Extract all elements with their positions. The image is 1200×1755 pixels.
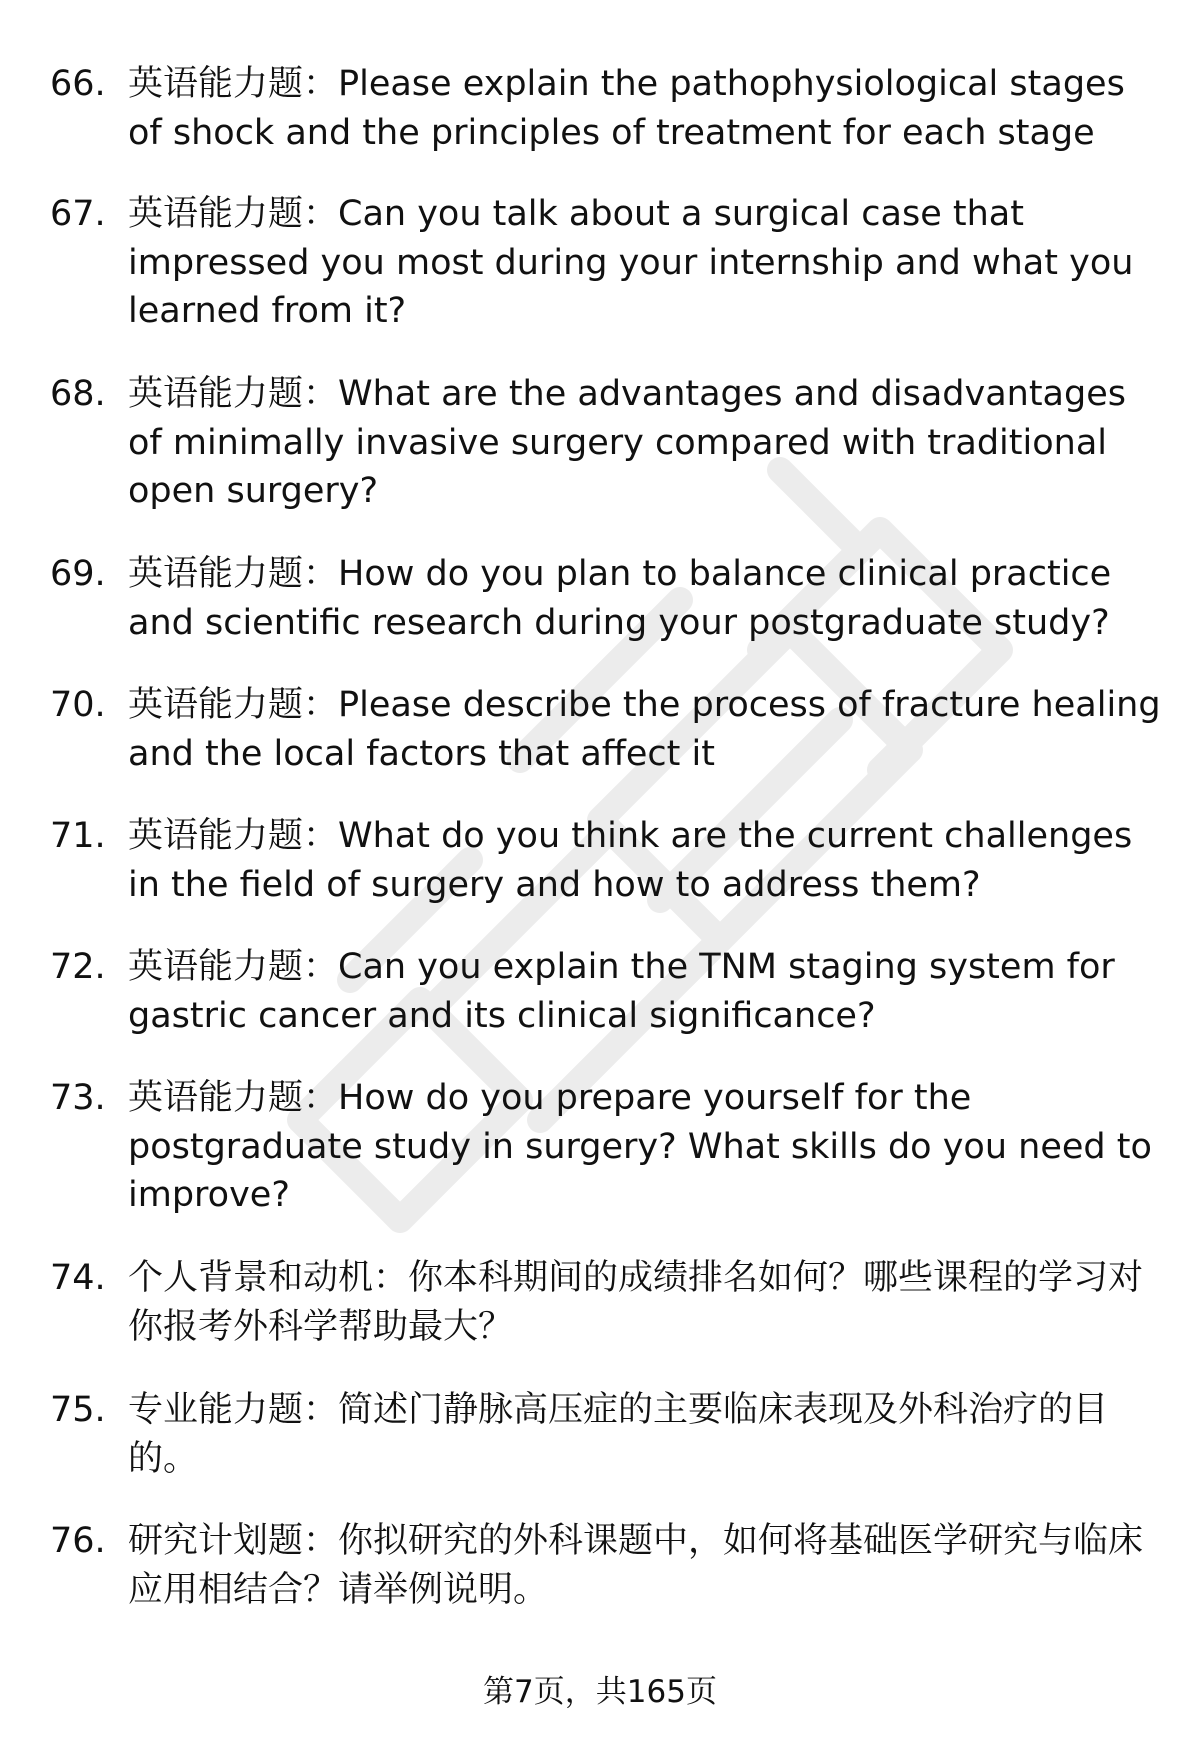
question-text: 研究计划题：你拟研究的外科课题中，如何将基础医学研究与临床应用相结合？请举例说明。 [128, 1521, 1144, 1610]
question-number: 75. [50, 1390, 106, 1430]
question-69 [50, 550, 1165, 647]
question-67 [50, 190, 1165, 336]
question-text: 英语能力题：How do you prepare yourself for the postgraduate study in surgery? What skills do you need to improve? [128, 1078, 1152, 1215]
question-text: 英语能力题：Please explain the pathophysiological stages of shock and the principles of treatment for each stage [128, 64, 1125, 153]
question-number: 76. [50, 1521, 106, 1561]
question-number: 68. [50, 374, 106, 414]
question-text: 英语能力题：How do you plan to balance clinical practice and scientific research during your postgraduate study? [128, 554, 1112, 643]
page-indicator: 第7页，共165页 [483, 1674, 717, 1710]
question-number: 69. [50, 554, 106, 594]
question-number: 74. [50, 1258, 106, 1298]
question-72 [50, 943, 1165, 1040]
question-66 [50, 60, 1165, 157]
question-text: 英语能力题：What do you think are the current challenges in the field of surgery and how to address them? [128, 816, 1133, 905]
question-text: 个人背景和动机：你本科期间的成绩排名如何？哪些课程的学习对你报考外科学帮助最大？ [128, 1258, 1144, 1347]
question-text: 英语能力题：What are the advantages and disadvantages of minimally invasive surgery compared with traditional open surgery? [128, 374, 1126, 511]
question-74 [50, 1254, 1165, 1351]
question-70 [50, 681, 1165, 778]
question-number: 71. [50, 816, 106, 856]
question-number: 66. [50, 64, 106, 104]
question-text: 英语能力题：Can you talk about a surgical case that impressed you most during your internship and what you learned from it? [128, 194, 1134, 331]
question-number: 73. [50, 1078, 106, 1118]
question-75 [50, 1386, 1165, 1483]
question-text: 英语能力题：Can you explain the TNM staging system for gastric cancer and its clinical significance? [128, 947, 1115, 1036]
question-68 [50, 370, 1165, 516]
question-76 [50, 1517, 1165, 1614]
question-number: 67. [50, 194, 106, 234]
question-number: 72. [50, 947, 106, 987]
question-text: 英语能力题：Please describe the process of fracture healing and the local factors that affect it [128, 685, 1161, 774]
question-number: 70. [50, 685, 106, 725]
question-73 [50, 1074, 1165, 1220]
question-71 [50, 812, 1165, 909]
question-text: 专业能力题：简述门静脉高压症的主要临床表现及外科治疗的目的。 [128, 1390, 1109, 1479]
